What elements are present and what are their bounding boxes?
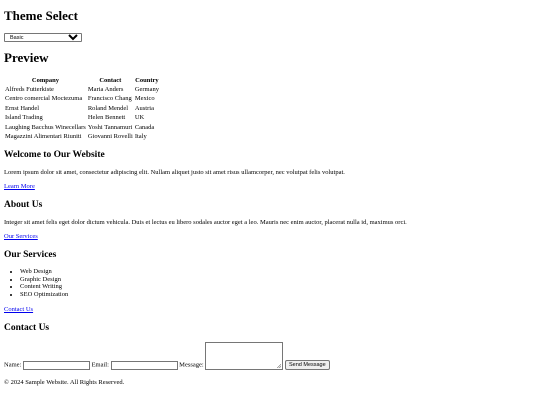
about-text: Integer sit amet felis eget dolor dictum vehicula. Duis et lectus eu libero sodales auctor eget a leo. Mauris nec enim auctor, placerat nulla id, maximus orci.: [4, 219, 407, 226]
table-cell-contact: Yoshi Tannamuri: [87, 123, 133, 131]
welcome-text: Lorem ipsum dolor sit amet, consectetur adipiscing elit. Nullam aliquet justo sit amet risus ullamcorper, nec volutpat felis volutpat.: [4, 169, 345, 176]
table-header-row: [4, 76, 160, 85]
table-cell-country: UK: [134, 114, 145, 122]
contact-form: [4, 342, 330, 370]
table-row: [4, 123, 160, 132]
table-cell-company: Island Trading: [5, 114, 43, 122]
contact-us-link[interactable]: Contact Us: [4, 306, 34, 313]
list-item: • Web Design: [20, 268, 68, 276]
table-cell-country: Austria: [134, 104, 154, 112]
theme-select[interactable]: [4, 33, 82, 42]
email-input[interactable]: [111, 361, 178, 370]
column-header-country: Country: [135, 76, 159, 84]
table-cell-country: Italy: [134, 132, 147, 140]
preview-table: [4, 76, 160, 141]
table-cell-company: Alfreds Futterkiste: [5, 85, 54, 93]
email-label: Email:: [91, 361, 109, 369]
table-cell-contact: Giovanni Rovelli: [87, 132, 133, 140]
services-list: [4, 268, 68, 298]
table-cell-country: Canada: [134, 123, 155, 131]
about-heading: About Us: [4, 200, 43, 210]
footer-copyright: © 2024 Sample Website. All Rights Reserved.: [4, 379, 125, 386]
page-title: Theme Select: [4, 8, 79, 23]
column-header-contact: Contact: [99, 76, 122, 84]
table-row: [4, 85, 160, 94]
table-row: [4, 94, 160, 103]
name-input[interactable]: [23, 361, 90, 370]
table-cell-contact: Helen Bennett: [87, 114, 126, 122]
learn-more-link[interactable]: Learn More: [4, 183, 35, 190]
table-cell-country: Germany: [134, 85, 159, 93]
message-label: Message:: [179, 361, 204, 369]
preview-heading: Preview: [4, 50, 49, 65]
table-cell-contact: Roland Mendel: [87, 104, 129, 112]
list-item: • SEO Optimization: [20, 291, 68, 299]
table-cell-company: Ernst Handel: [5, 104, 40, 112]
table-cell-company: Laughing Bacchus Winecellars: [5, 123, 86, 131]
table-row: [4, 113, 160, 122]
table-row: [4, 132, 160, 141]
table-cell-contact: Francisco Chang: [87, 95, 132, 103]
services-heading: Our Services: [4, 250, 57, 260]
table-cell-company: Magazzini Alimentari Riuniti: [5, 132, 82, 140]
list-item: • Content Writing: [20, 283, 68, 291]
table-cell-country: Mexico: [134, 95, 155, 103]
our-services-link[interactable]: Our Services: [4, 233, 38, 240]
column-header-company: Company: [31, 76, 59, 84]
message-textarea[interactable]: [205, 342, 283, 370]
list-item: • Graphic Design: [20, 276, 68, 284]
welcome-heading: Welcome to Our Website: [4, 150, 105, 160]
name-label: Name:: [4, 361, 22, 369]
table-row: [4, 104, 160, 113]
send-message-button[interactable]: Send Message: [285, 360, 330, 370]
table-cell-contact: Maria Anders: [87, 85, 124, 93]
resize-grip-icon[interactable]: [277, 364, 281, 368]
contact-heading: Contact Us: [4, 323, 50, 333]
table-cell-company: Centro comercial Moctezuma: [5, 95, 83, 103]
